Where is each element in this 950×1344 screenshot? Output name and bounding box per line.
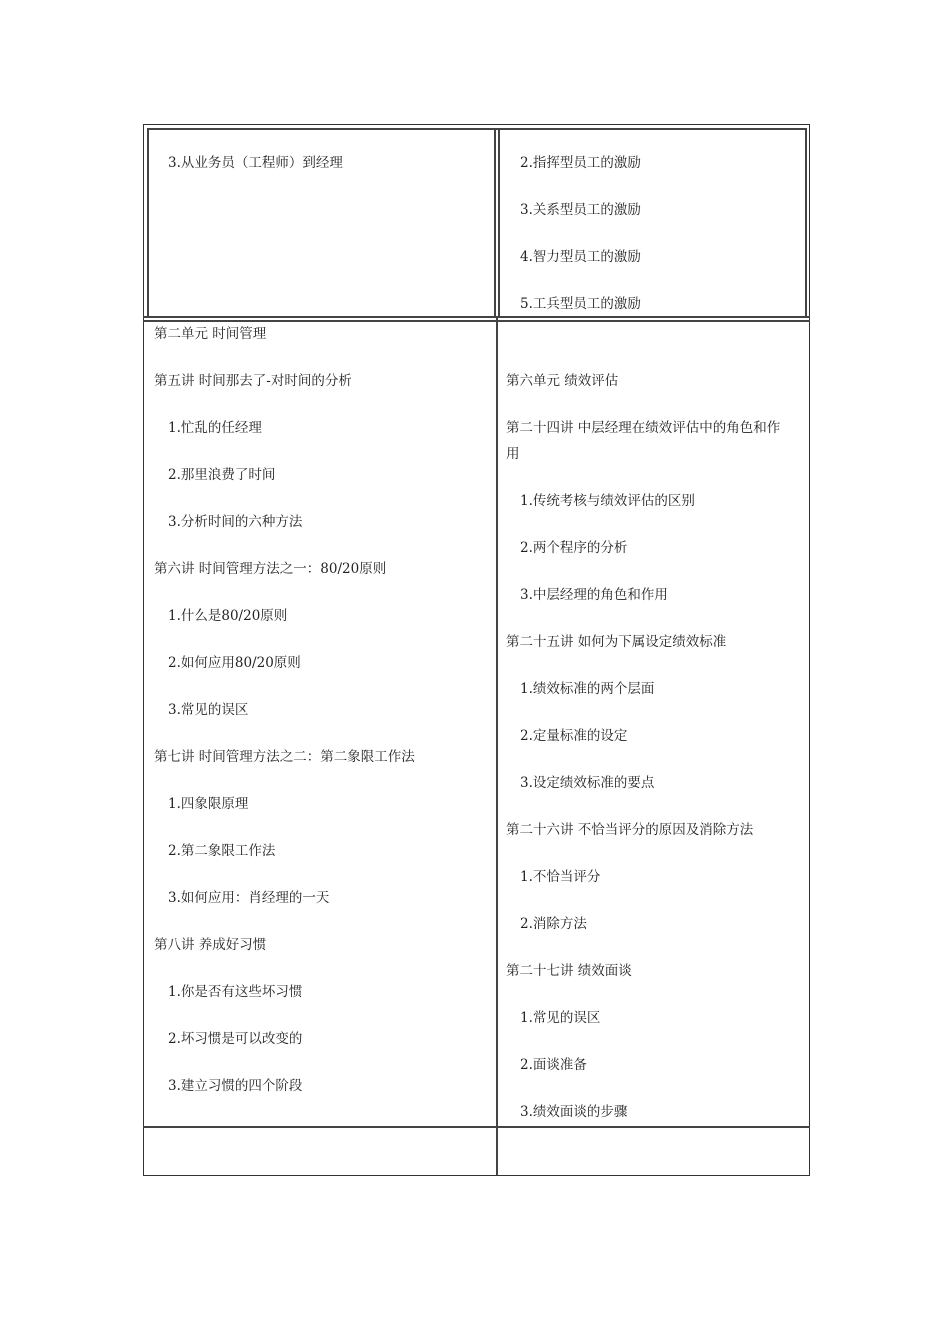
list-item: 3.关系型员工的激励 bbox=[520, 202, 641, 218]
row3-right-cell bbox=[498, 1128, 806, 1174]
table-inner-right-line bbox=[805, 128, 807, 318]
lecture-title: 第二十七讲 绩效面谈 bbox=[506, 963, 632, 979]
row1-right-cell bbox=[506, 150, 796, 317]
list-item: 3.常见的误区 bbox=[168, 702, 249, 718]
list-item: 2.面谈准备 bbox=[520, 1057, 587, 1073]
list-item: 3.分析时间的六种方法 bbox=[168, 514, 303, 530]
lecture-title: 第二十四讲 中层经理在绩效评估中的角色和作用 bbox=[506, 420, 781, 462]
list-item: 2.两个程序的分析 bbox=[520, 540, 628, 556]
list-item: 3.设定绩效标准的要点 bbox=[520, 775, 655, 791]
column-divider-row1-b bbox=[498, 128, 500, 318]
lecture-title: 第八讲 养成好习惯 bbox=[154, 937, 267, 953]
column-divider-row1-a bbox=[494, 128, 496, 318]
list-item: 3.中层经理的角色和作用 bbox=[520, 587, 668, 603]
row2-right-cell bbox=[506, 368, 796, 1125]
list-item: 4.智力型员工的激励 bbox=[520, 249, 641, 265]
lecture-title: 第五讲 时间那去了-对时间的分析 bbox=[154, 373, 352, 389]
table-inner-top-line bbox=[147, 128, 806, 130]
list-item: 1.传统考核与绩效评估的区别 bbox=[520, 493, 695, 509]
list-item: 2.指挥型员工的激励 bbox=[520, 155, 641, 171]
row2-left-cell bbox=[154, 321, 484, 1099]
table-inner-left-line bbox=[147, 128, 149, 318]
list-item: 3.建立习惯的四个阶段 bbox=[168, 1078, 303, 1094]
list-item: 3.绩效面谈的步骤 bbox=[520, 1104, 628, 1120]
list-item: 1.不恰当评分 bbox=[520, 869, 601, 885]
list-item: 1.你是否有这些坏习惯 bbox=[168, 984, 303, 1000]
list-item: 1.绩效标准的两个层面 bbox=[520, 681, 655, 697]
list-item: 2.第二象限工作法 bbox=[168, 843, 276, 859]
list-item: 2.那里浪费了时间 bbox=[168, 467, 276, 483]
list-item: 2.消除方法 bbox=[520, 916, 587, 932]
list-item: 1.四象限原理 bbox=[168, 796, 249, 812]
list-item: 1.什么是80/20原则 bbox=[168, 608, 288, 624]
lecture-title: 第六讲 时间管理方法之一：80/20原则 bbox=[154, 561, 387, 577]
lecture-title: 第七讲 时间管理方法之二：第二象限工作法 bbox=[154, 749, 415, 765]
list-item: 1.忙乱的任经理 bbox=[168, 420, 262, 436]
lecture-title: 第二十五讲 如何为下属设定绩效标准 bbox=[506, 634, 727, 650]
list-item: 3.如何应用：肖经理的一天 bbox=[168, 890, 330, 906]
list-item: 2.坏习惯是可以改变的 bbox=[168, 1031, 303, 1047]
row1-left-cell bbox=[154, 150, 484, 176]
list-item: 1.常见的误区 bbox=[520, 1010, 601, 1026]
row3-left-cell bbox=[147, 1128, 495, 1174]
list-item: 5.工兵型员工的激励 bbox=[520, 296, 641, 312]
list-item: 3.从业务员（工程师）到经理 bbox=[168, 155, 343, 171]
unit-title: 第二单元 时间管理 bbox=[154, 326, 267, 342]
list-item: 2.定量标准的设定 bbox=[520, 728, 628, 744]
column-divider bbox=[496, 318, 498, 1175]
list-item: 2.如何应用80/20原则 bbox=[168, 655, 301, 671]
lecture-title: 第二十六讲 不恰当评分的原因及消除方法 bbox=[506, 822, 754, 838]
unit-title: 第六单元 绩效评估 bbox=[506, 373, 619, 389]
